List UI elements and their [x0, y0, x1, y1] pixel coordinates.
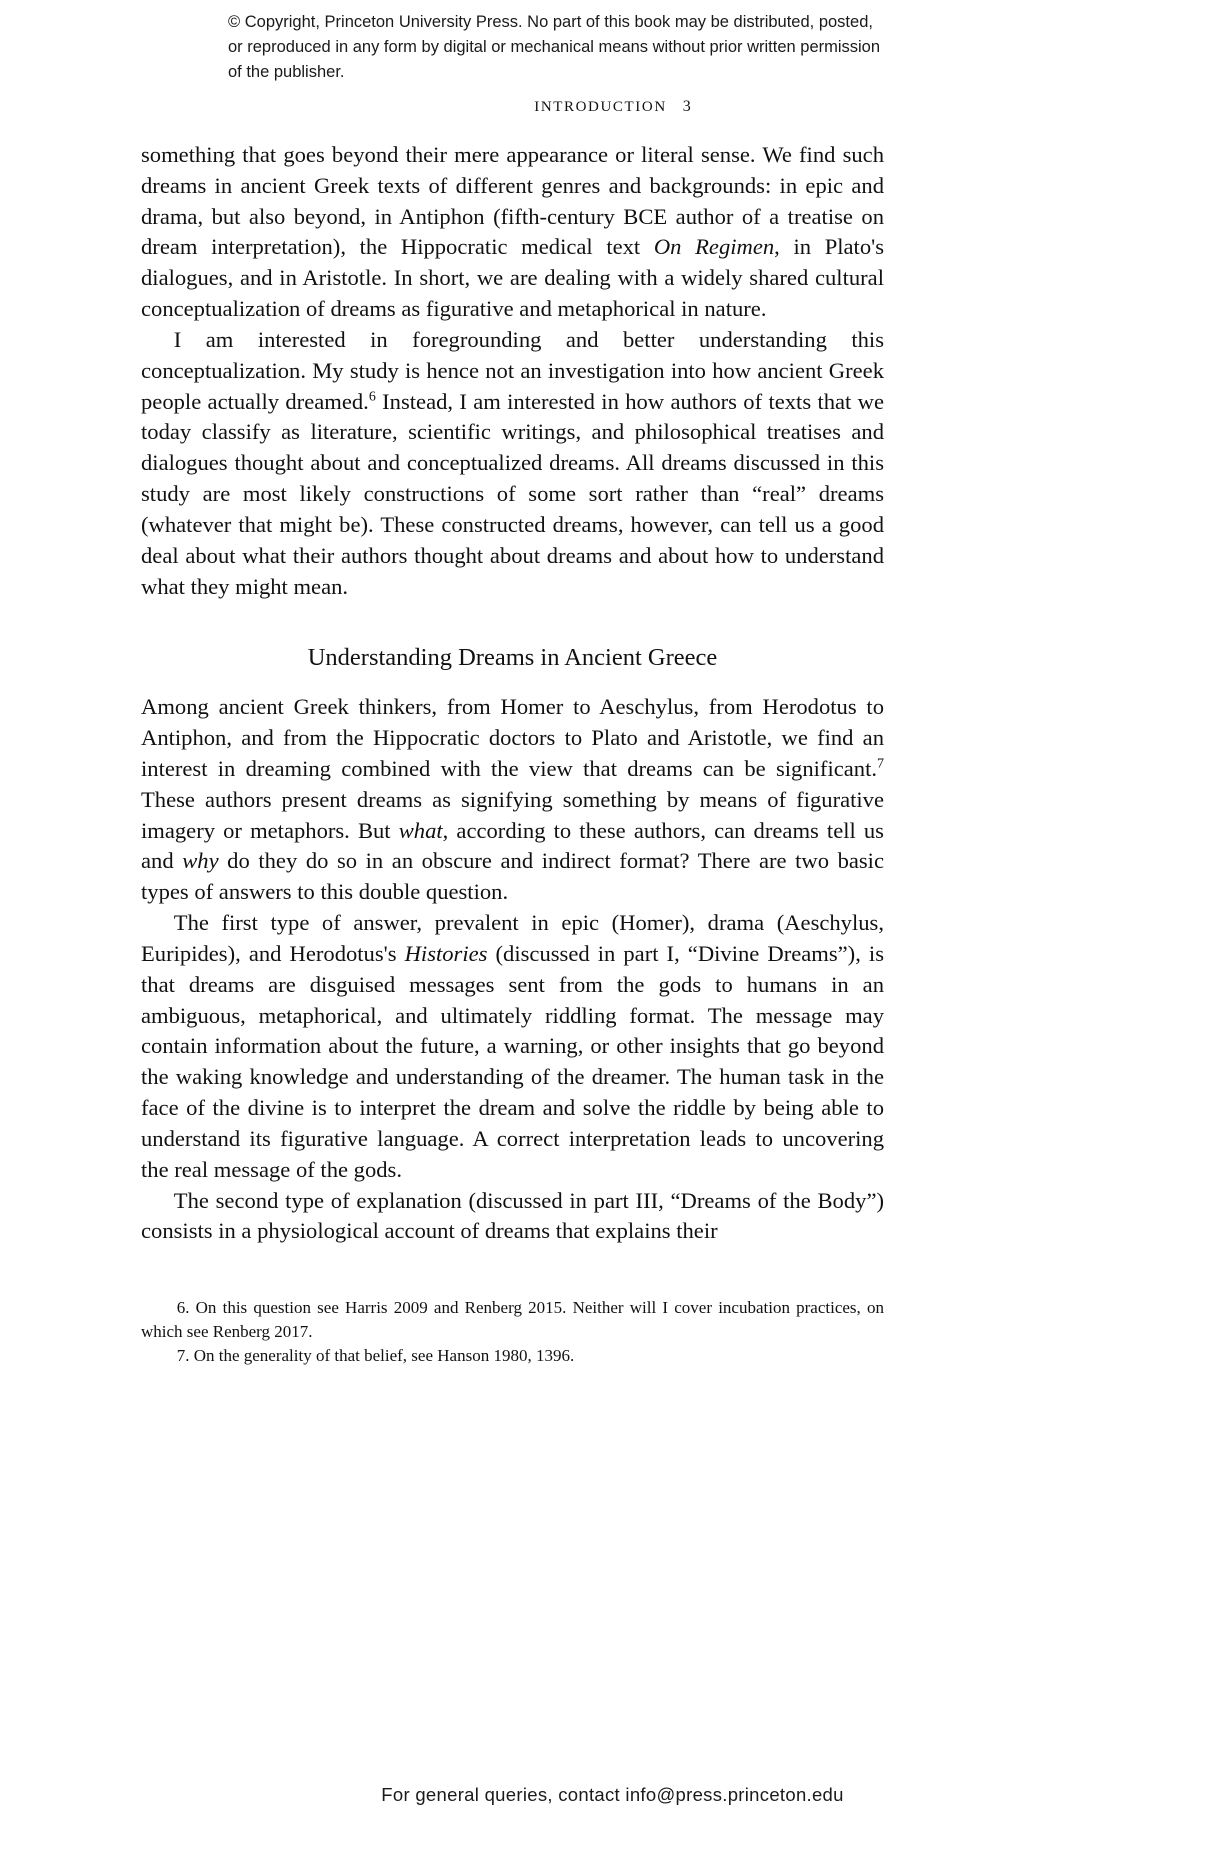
footnote-6: 6. On this question see Harris 2009 and Renberg 2015. Neither will I cover incubation practices, on which see Renberg 2017. [141, 1298, 884, 1342]
page-number: 3 [682, 98, 691, 115]
paragraph-1 [141, 140, 884, 325]
paragraph-3-text-d: do they do so in an obscure and indirect format? There are two basic types of answers to this double question. [141, 848, 884, 905]
emphasis-what: what [398, 817, 443, 843]
section-heading: Understanding Dreams in Ancient Greece [307, 644, 718, 672]
running-head [0, 98, 1225, 116]
footnote-7: 7. On the generality of that belief, see Hanson 1980, 1396. [176, 1346, 575, 1366]
paragraph-3-text-c: , according to these authors, can dreams tell us and [141, 817, 884, 874]
paragraph-2-text-a: I am interested in foregrounding and better understanding this conceptualization. My study is hence not an investigation into how ancient Greek people actually dreamed. [141, 326, 884, 414]
paragraph-4 [141, 908, 884, 1185]
paragraph-2 [141, 325, 884, 602]
footnotes-block [141, 1296, 884, 1368]
work-title-on-regimen: On Regimen [653, 234, 775, 260]
emphasis-why: why [182, 848, 219, 874]
paragraph-4-text-b: (discussed in part I, “Divine Dreams”), is that dreams are disguised messages sent from the gods to humans in an ambiguous, metaphorical, and ultimately riddling format. The message may contain information about the future, a warning, or other insights that go beyond the waking knowledge and understanding of the dreamer. The human task in the face of the divine is to interpret the dream and solve the riddle by being able to understand its figurative language. A correct interpretation leads to uncovering the real message of the gods. [141, 940, 884, 1182]
paragraph-1-text: something that goes beyond their mere appearance or literal sense. We find such dreams in ancient Greek texts of different genres and backgrounds: in epic and drama, but also beyond, in Antiphon (fifth-century BCE author of a treatise on dream interpretation), the Hippocratic medical text [141, 142, 884, 260]
paragraph-5: The second type of explanation (discussed in part III, “Dreams of the Body”) consists in a physiological account of dreams that explains their [141, 1187, 884, 1244]
copyright-notice: © Copyright, Princeton University Press. No part of this book may be distributed, posted, or reproduced in any form by digital or mechanical means without prior written permission of the publisher. [228, 13, 881, 82]
footnote-marker-7[interactable]: 7 [877, 756, 884, 772]
paragraph-3-text-a: Among ancient Greek thinkers, from Homer to Aeschylus, from Herodotus to Antiphon, and from the Hippocratic doctors to Plato and Aristotle, we find an interest in dreaming combined with the view that dreams can be significant. [141, 694, 884, 781]
footnote-marker-6[interactable]: 6 [368, 389, 376, 405]
page-body [141, 140, 884, 1247]
paragraph-1-continued: , in Plato's dialogues, and in Aristotle. In short, we are dealing with a widely shared cultural conceptualization of dreams as figurative and metaphorical in nature. [141, 234, 884, 322]
paragraph-3 [141, 692, 884, 908]
running-head-title: INTRODUCTION [534, 99, 667, 115]
paragraph-2-text-b: Instead, I am interested in how authors of texts that we today classify as literature, scientific writings, and philosophical treatises and dialogues thought about and conceptualized dreams. All dreams discussed in this study are most likely constructions of some sort rather than “real” dreams (whatever that might be). These constructed dreams, however, can tell us a good deal about what their authors thought about dreams and about how to understand what they might mean. [141, 388, 884, 599]
footer-queries-note: For general queries, contact info@press.princeton.edu [381, 1784, 844, 1805]
work-title-histories: Histories [404, 940, 488, 966]
paragraph-4-text-a: The first type of answer, prevalent in epic (Homer), drama (Aeschylus, Euripides), and Herodotus's [141, 910, 884, 966]
paragraph-3-text-b: These authors present dreams as signifying something by means of figurative imagery or metaphors. But [141, 786, 884, 843]
